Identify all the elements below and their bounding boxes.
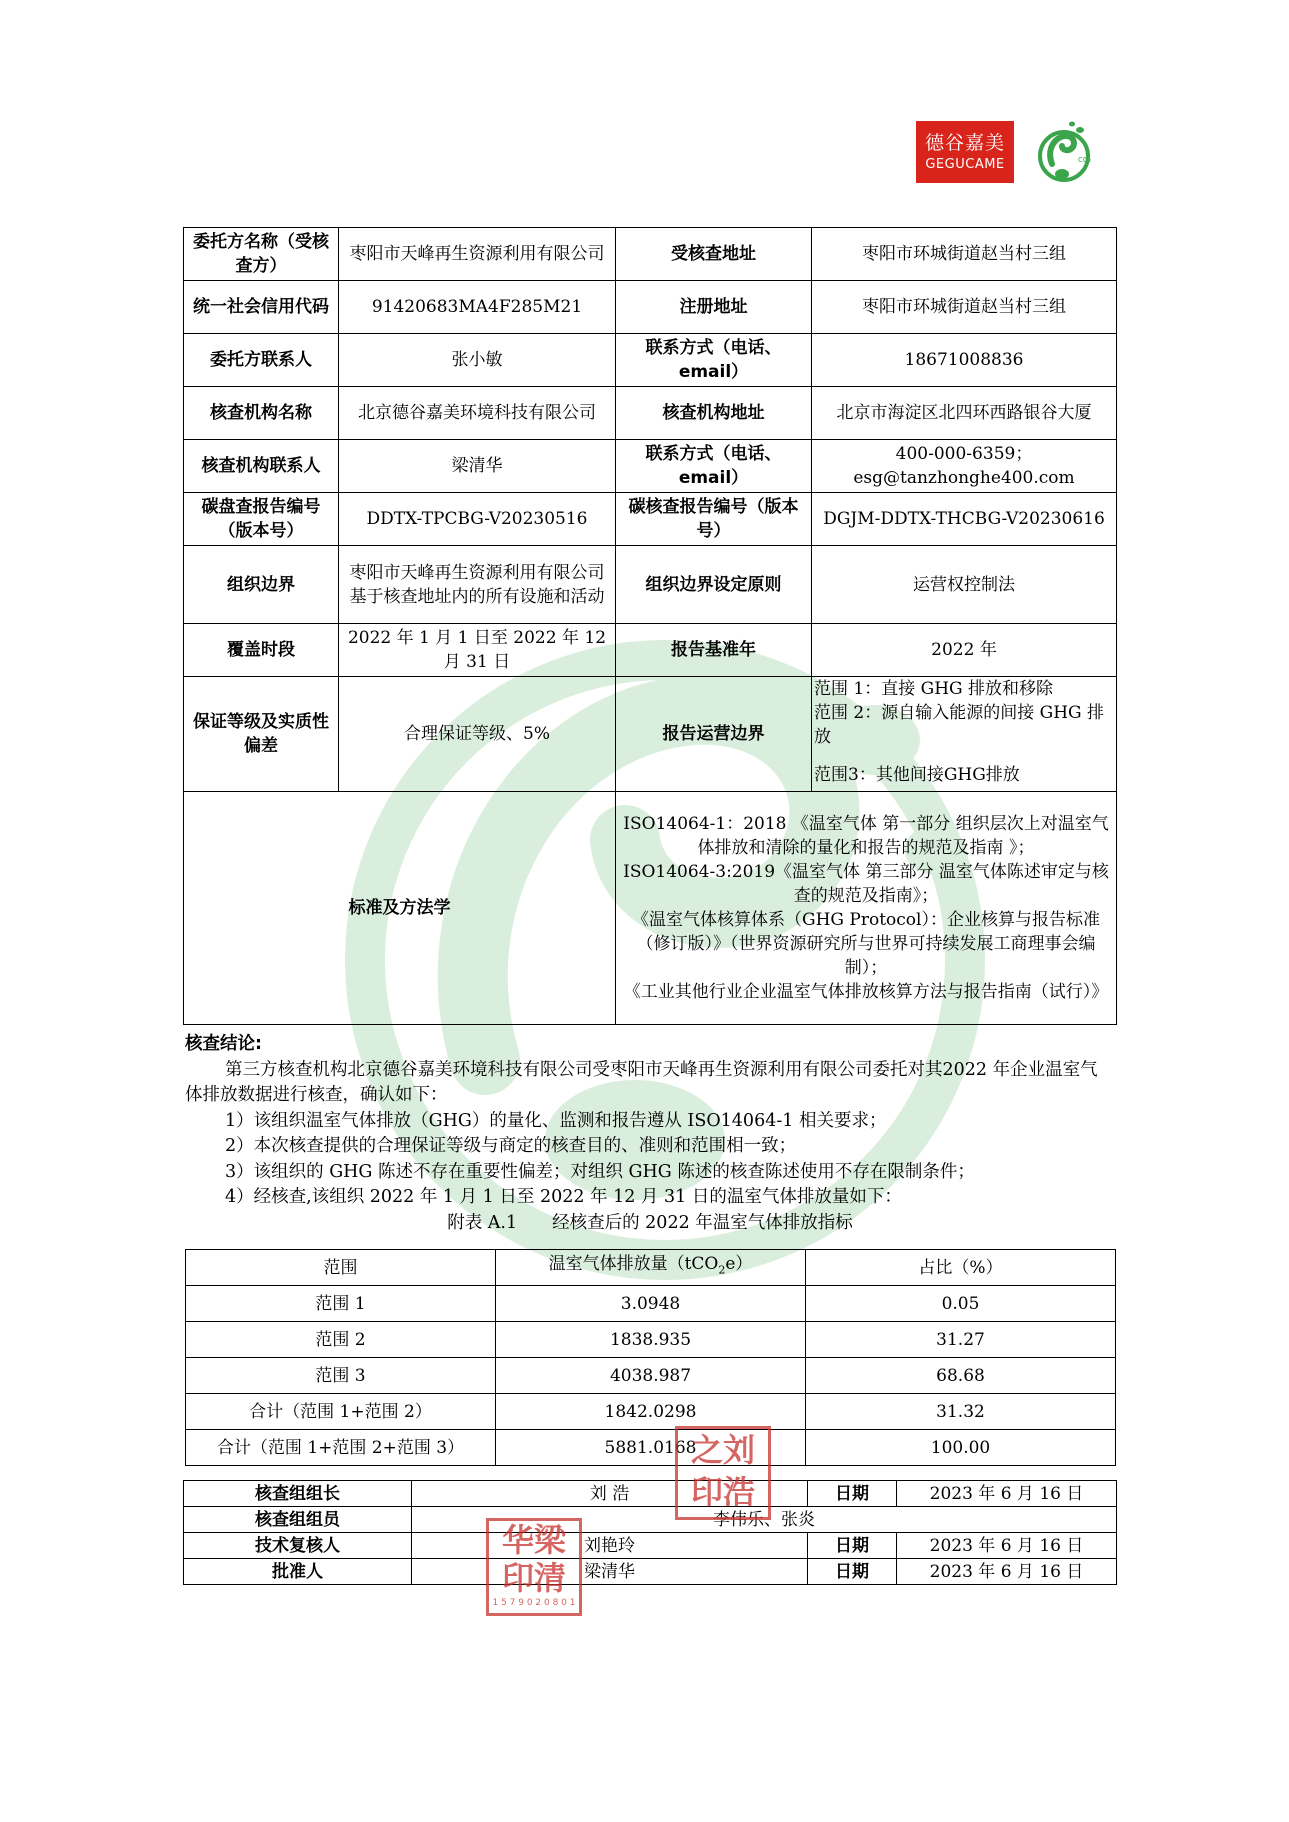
table-row: [186, 1322, 1116, 1358]
value-client-phone: 18671008836: [812, 334, 1117, 387]
label-assurance-level: 保证等级及实质性偏差: [184, 677, 339, 792]
signature-row: [184, 1481, 1117, 1507]
value-audited-address: 枣阳市环城街道赵当村三组: [812, 228, 1117, 281]
conclusion-point: 1）该组织温室气体排放（GHG）的量化、监测和报告遵从 ISO14064-1 相关要求；: [225, 1110, 887, 1131]
cell-emission: 1838.935: [496, 1322, 806, 1358]
signature-row: [184, 1559, 1117, 1585]
cell-emission: 1842.0298: [496, 1394, 806, 1430]
cell-emission: 4038.987: [496, 1358, 806, 1394]
scope-3-text: 范围3：其他间接GHG排放: [814, 765, 1020, 785]
cell-scope: 范围 1: [186, 1286, 496, 1322]
date-label: 日期: [808, 1533, 897, 1559]
cell-scope: 范围 2: [186, 1322, 496, 1358]
info-row: [184, 440, 1117, 493]
signer-name: 刘 浩: [412, 1481, 808, 1507]
role-label: 核查组组长: [184, 1481, 412, 1507]
label-standards: 标准及方法学: [184, 792, 616, 1025]
scope-2-text: 范围 2：源自输入能源的间接 GHG 排放: [814, 703, 1105, 747]
info-row: [184, 546, 1117, 624]
cell-share: 31.32: [806, 1394, 1116, 1430]
signature-date: 2023 年 6 月 16 日: [897, 1559, 1117, 1585]
value-verifier-address: 北京市海淀区北四环西路银谷大厦: [812, 387, 1117, 440]
info-row: [184, 228, 1117, 281]
value-credit-code: 91420683MA4F285M21: [339, 281, 616, 334]
cell-emission: 5881.0168: [496, 1430, 806, 1466]
value-coverage-period: 2022 年 1 月 1 日至 2022 年 12 月 31 日: [339, 624, 616, 677]
table-caption: 附表 A.1 经核查后的 2022 年温室气体排放指标: [447, 1212, 853, 1233]
label-operational-boundary: 报告运营边界: [616, 677, 812, 792]
info-row: [184, 677, 1117, 792]
signature-row: [184, 1533, 1117, 1559]
role-label: 批准人: [184, 1559, 412, 1585]
cell-scope: 合计（范围 1+范围 2）: [186, 1394, 496, 1430]
standard-item: ISO14064-3:2019《温室气体 第三部分 温室气体陈述审定与核查的规范及指南》；: [623, 862, 1109, 906]
info-row: [184, 334, 1117, 387]
value-verifier-phone: 400-000-6359；esg@tanzhonghe400.com: [812, 440, 1117, 493]
verification-info-table: [183, 227, 1117, 1025]
info-row: [184, 387, 1117, 440]
role-label: 核查组组员: [184, 1507, 412, 1533]
label-coverage-period: 覆盖时段: [184, 624, 339, 677]
conclusion-point: 3）该组织的 GHG 陈述不存在重要性偏差；对组织 GHG 陈述的核查陈述使用不存在限制条件；: [225, 1161, 975, 1182]
signer-name: 梁清华: [412, 1559, 808, 1585]
cell-scope: 范围 3: [186, 1358, 496, 1394]
label-client-contact: 委托方联系人: [184, 334, 339, 387]
label-client-name: 委托方名称（受核查方）: [184, 228, 339, 281]
value-inventory-report-no: DDTX-TPCBG-V20230516: [339, 493, 616, 546]
signature-row: [184, 1507, 1117, 1533]
conclusion-point: 2）本次核查提供的合理保证等级与商定的核查目的、准则和范围相一致；: [225, 1136, 797, 1156]
signer-name: 刘艳玲: [412, 1533, 808, 1559]
table-row: [186, 1394, 1116, 1430]
value-assurance-level: 合理保证等级、5%: [339, 677, 616, 792]
info-row: [184, 281, 1117, 334]
svg-text:CO₂: CO₂: [1078, 156, 1092, 164]
footprint-co2-logo-icon: [1034, 118, 1094, 184]
geguca-me-logo: [916, 121, 1014, 183]
value-verification-report-no: DGJM-DDTX-THCBG-V20230616: [812, 493, 1117, 546]
label-client-phone: 联系方式（电话、email）: [616, 334, 812, 387]
value-client-name: 枣阳市天峰再生资源利用有限公司: [339, 228, 616, 281]
role-label: 技术复核人: [184, 1533, 412, 1559]
personal-seal-liu-hao: 之刘 印浩: [675, 1426, 771, 1520]
label-org-boundary: 组织边界: [184, 546, 339, 624]
verification-conclusion: [185, 1032, 1115, 1236]
standard-item: ISO14064-1：2018 《温室气体 第一部分 组织层次上对温室气体排放和清除的量化和报告的规范及指南 》；: [623, 814, 1109, 858]
date-label: 日期: [808, 1481, 897, 1507]
label-credit-code: 统一社会信用代码: [184, 281, 339, 334]
conclusion-intro: 第三方核查机构北京德谷嘉美环境科技有限公司受枣阳市天峰再生资源利用有限公司委托对其2022 年企业温室气体排放数据进行核查，确认如下：: [185, 1059, 1098, 1105]
value-operational-boundary: [812, 677, 1117, 792]
info-row: [184, 624, 1117, 677]
value-client-contact: 张小敏: [339, 334, 616, 387]
personal-seal-liang-qinghua: 华梁 印清 1 5 7 9 0 2 0 8 0 1: [486, 1518, 582, 1616]
signature-date: 2023 年 6 月 16 日: [897, 1533, 1117, 1559]
table-row: [186, 1286, 1116, 1322]
header-emission: 温室气体排放量（tCO$_2$e）: [496, 1250, 806, 1286]
standard-item: 《工业其他行业企业温室气体排放核算方法与报告指南（试行）》: [623, 982, 1109, 1002]
value-org-boundary: 枣阳市天峰再生资源利用有限公司基于核查地址内的所有设施和活动: [339, 546, 616, 624]
standard-item: 《温室气体核算体系（GHG Protocol）：企业核算与报告标准（修订版）》（世界资源研究所与世界可持续发展工商理事会编制）；: [632, 910, 1100, 978]
cell-scope: 合计（范围 1+范围 2+范围 3）: [186, 1430, 496, 1466]
info-row: [184, 792, 1117, 1025]
label-audited-address: 受核查地址: [616, 228, 812, 281]
cell-emission: 3.0948: [496, 1286, 806, 1322]
header-share: 占比（%）: [806, 1250, 1116, 1286]
label-inventory-report-no: 碳盘查报告编号（版本号）: [184, 493, 339, 546]
info-row: [184, 493, 1117, 546]
header-scope: 范围: [186, 1250, 496, 1286]
cell-share: 31.27: [806, 1322, 1116, 1358]
signature-date: 2023 年 6 月 16 日: [897, 1481, 1117, 1507]
table-header-row: [186, 1250, 1116, 1286]
label-registered-address: 注册地址: [616, 281, 812, 334]
label-verifier-address: 核查机构地址: [616, 387, 812, 440]
conclusion-point: 4）经核查,该组织 2022 年 1 月 1 日至 2022 年 12 月 31 日的温室气体排放量如下：: [225, 1187, 902, 1207]
label-verifier-name: 核查机构名称: [184, 387, 339, 440]
value-standards: [616, 792, 1117, 1025]
logo-en-text: GEGUCAME: [925, 157, 1005, 172]
label-boundary-principle: 组织边界设定原则: [616, 546, 812, 624]
conclusion-heading: 核查结论:: [185, 1034, 262, 1054]
value-base-year: 2022 年: [812, 624, 1117, 677]
date-label: 日期: [808, 1559, 897, 1585]
signature-table: [183, 1480, 1117, 1585]
value-verifier-name: 北京德谷嘉美环境科技有限公司: [339, 387, 616, 440]
signer-name: 李伟乐、张炎: [412, 1507, 1117, 1533]
value-verifier-contact: 梁清华: [339, 440, 616, 493]
cell-share: 0.05: [806, 1286, 1116, 1322]
label-base-year: 报告基准年: [616, 624, 812, 677]
label-verifier-contact: 核查机构联系人: [184, 440, 339, 493]
cell-share: 68.68: [806, 1358, 1116, 1394]
emissions-results-table: [185, 1249, 1116, 1466]
value-registered-address: 枣阳市环城街道赵当村三组: [812, 281, 1117, 334]
value-boundary-principle: 运营权控制法: [812, 546, 1117, 624]
table-row: [186, 1430, 1116, 1466]
cell-share: 100.00: [806, 1430, 1116, 1466]
scope-1-text: 范围 1：直接 GHG 排放和移除: [814, 679, 1054, 699]
label-verifier-phone: 联系方式（电话、email）: [616, 440, 812, 493]
logo-cn-text: 德谷嘉美: [924, 132, 1005, 154]
label-verification-report-no: 碳核查报告编号（版本号）: [616, 493, 812, 546]
table-row: [186, 1358, 1116, 1394]
